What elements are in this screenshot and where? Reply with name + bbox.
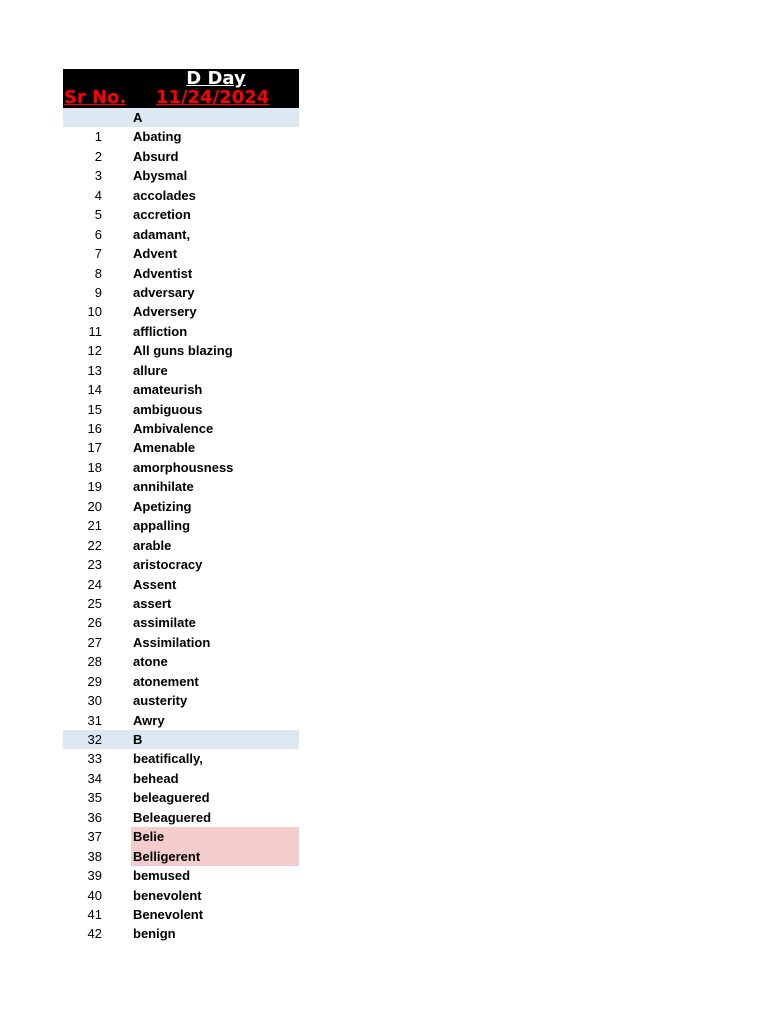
word-cell[interactable]: Adventist <box>133 265 193 281</box>
row-number-cell[interactable]: 42 <box>87 926 102 942</box>
section-row <box>63 730 299 749</box>
word-cell[interactable]: Advent <box>133 246 178 262</box>
word-cell[interactable]: atonement <box>133 673 199 689</box>
row-number-cell[interactable]: 9 <box>94 284 102 300</box>
row-number-cell[interactable]: 36 <box>87 809 102 825</box>
row-number-cell[interactable]: 20 <box>87 498 102 514</box>
row-number-cell[interactable]: 27 <box>87 634 102 650</box>
table-row <box>63 147 299 166</box>
table-row <box>63 497 299 516</box>
word-cell[interactable]: Adversery <box>133 304 197 320</box>
table-row <box>63 749 299 768</box>
row-number-cell[interactable]: 23 <box>87 557 102 573</box>
word-cell[interactable]: amorphousness <box>133 459 234 475</box>
table-row <box>63 672 299 691</box>
word-cell[interactable]: benevolent <box>133 887 202 903</box>
word-cell[interactable]: beleaguered <box>133 790 210 806</box>
word-cell[interactable]: Amenable <box>133 440 196 456</box>
word-cell[interactable]: accolades <box>133 187 196 203</box>
row-number-cell[interactable]: 39 <box>87 868 102 884</box>
word-cell[interactable]: Absurd <box>133 148 179 164</box>
word-cell[interactable]: Assent <box>133 576 177 592</box>
date-header[interactable]: 11/24/2024 <box>156 87 270 108</box>
word-table <box>63 108 299 944</box>
table-row <box>63 516 299 535</box>
row-number-cell[interactable]: 24 <box>87 576 102 592</box>
word-cell[interactable]: affliction <box>133 323 188 339</box>
table-row <box>63 827 299 846</box>
table-row <box>63 788 299 807</box>
table-row <box>63 458 299 477</box>
table-row <box>63 769 299 788</box>
table-row <box>63 477 299 496</box>
word-cell[interactable]: accretion <box>133 207 191 223</box>
table-row <box>63 225 299 244</box>
table-row <box>63 711 299 730</box>
table-row <box>63 886 299 905</box>
row-number-cell[interactable]: 5 <box>94 207 102 223</box>
row-number-cell[interactable]: 32 <box>87 732 102 747</box>
row-number-cell[interactable]: 6 <box>94 226 102 242</box>
word-cell[interactable]: Abysmal <box>133 168 188 184</box>
table-row <box>63 633 299 652</box>
word-cell[interactable]: assimilate <box>133 615 196 631</box>
row-number-cell[interactable]: 38 <box>87 848 102 864</box>
word-cell[interactable]: arable <box>133 537 172 553</box>
word-cell[interactable]: Awry <box>133 712 165 728</box>
row-number-cell[interactable]: 40 <box>87 887 102 903</box>
table-row <box>63 166 299 185</box>
row-number-cell[interactable]: 14 <box>87 382 102 398</box>
row-number-cell[interactable]: 15 <box>87 401 102 417</box>
table-row <box>63 438 299 457</box>
word-cell[interactable]: ambiguous <box>133 401 203 417</box>
row-number-cell[interactable]: 12 <box>87 343 102 359</box>
sr-no-header[interactable]: Sr No. <box>64 87 127 108</box>
table-row <box>63 322 299 341</box>
word-cell[interactable]: benign <box>133 926 176 942</box>
word-cell[interactable]: appalling <box>133 518 191 534</box>
word-cell[interactable]: Belligerent <box>131 847 299 866</box>
table-row <box>63 847 299 866</box>
table-row <box>63 419 299 438</box>
row-number-cell[interactable]: 11 <box>88 323 102 339</box>
row-number-cell[interactable]: 10 <box>87 304 102 320</box>
row-number-cell[interactable]: 7 <box>94 246 102 262</box>
row-number-cell[interactable]: 35 <box>87 790 102 806</box>
row-number-cell[interactable]: 1 <box>94 129 102 145</box>
word-cell[interactable]: austerity <box>133 693 188 709</box>
word-list-sheet <box>63 69 299 944</box>
row-number-cell[interactable]: 30 <box>87 693 102 709</box>
row-number-cell[interactable]: 28 <box>87 654 102 670</box>
table-row <box>63 594 299 613</box>
row-number-cell[interactable]: 16 <box>87 421 102 436</box>
word-cell[interactable]: aristocracy <box>133 557 203 573</box>
row-number-cell[interactable]: 19 <box>87 479 102 495</box>
row-number-cell[interactable]: 22 <box>87 537 102 553</box>
word-cell[interactable]: behead <box>133 770 179 786</box>
table-row <box>63 555 299 574</box>
row-number-cell[interactable]: 3 <box>94 168 102 184</box>
table-row <box>63 127 299 146</box>
table-row <box>63 400 299 419</box>
word-cell[interactable]: Abating <box>133 129 182 145</box>
table-row <box>63 536 299 555</box>
sheet-title[interactable]: D Day <box>186 68 246 89</box>
table-row <box>63 341 299 360</box>
word-cell[interactable]: B <box>133 732 143 747</box>
table-row <box>63 380 299 399</box>
word-cell[interactable]: Benevolent <box>133 906 204 922</box>
table-row <box>63 652 299 671</box>
row-number-cell[interactable]: 25 <box>87 595 102 611</box>
table-row <box>63 691 299 710</box>
row-number-cell[interactable]: 4 <box>94 187 102 203</box>
section-row <box>63 108 299 127</box>
row-number-cell[interactable]: 29 <box>87 673 102 689</box>
table-row <box>63 808 299 827</box>
row-number-cell[interactable]: 13 <box>87 362 102 378</box>
word-cell[interactable]: All guns blazing <box>133 343 233 359</box>
table-row <box>63 302 299 321</box>
row-number-cell[interactable]: 18 <box>87 459 102 475</box>
table-row <box>63 905 299 924</box>
word-cell[interactable]: amateurish <box>133 382 203 398</box>
row-number-cell[interactable]: 2 <box>94 148 102 164</box>
table-row <box>63 264 299 283</box>
word-cell[interactable]: Assimilation <box>133 634 211 650</box>
table-row <box>63 283 299 302</box>
row-number-cell[interactable]: 34 <box>87 770 102 786</box>
row-number-cell[interactable]: 8 <box>94 265 102 281</box>
row-number-cell[interactable]: 37 <box>87 829 102 845</box>
table-row <box>63 205 299 224</box>
row-number-cell[interactable]: 26 <box>87 615 102 631</box>
row-number-cell[interactable]: 31 <box>87 712 102 728</box>
word-cell[interactable]: beatifically, <box>133 751 203 767</box>
word-cell[interactable]: Apetizing <box>133 498 192 514</box>
table-row <box>63 361 299 380</box>
word-cell[interactable]: bemused <box>133 868 191 884</box>
row-number-cell[interactable]: 41 <box>87 906 102 922</box>
word-cell[interactable]: atone <box>133 654 168 670</box>
table-row <box>63 924 299 943</box>
header-bar <box>63 69 299 108</box>
word-cell[interactable]: A <box>133 110 143 125</box>
row-number-cell[interactable]: 33 <box>87 751 102 767</box>
word-cell[interactable]: assert <box>133 595 172 611</box>
word-cell[interactable]: Ambivalence <box>133 421 214 436</box>
row-number-cell[interactable]: 17 <box>87 440 102 456</box>
table-row <box>63 613 299 632</box>
word-cell[interactable]: Belie <box>131 827 299 846</box>
row-number-cell[interactable]: 21 <box>87 518 102 534</box>
table-row <box>63 186 299 205</box>
word-cell[interactable]: adamant, <box>133 226 191 242</box>
table-row <box>63 575 299 594</box>
word-cell[interactable]: adversary <box>133 284 195 300</box>
word-cell[interactable]: allure <box>133 362 168 378</box>
table-row <box>63 866 299 885</box>
table-row <box>63 244 299 263</box>
word-cell[interactable]: Beleaguered <box>133 809 212 825</box>
word-cell[interactable]: annihilate <box>133 479 194 495</box>
